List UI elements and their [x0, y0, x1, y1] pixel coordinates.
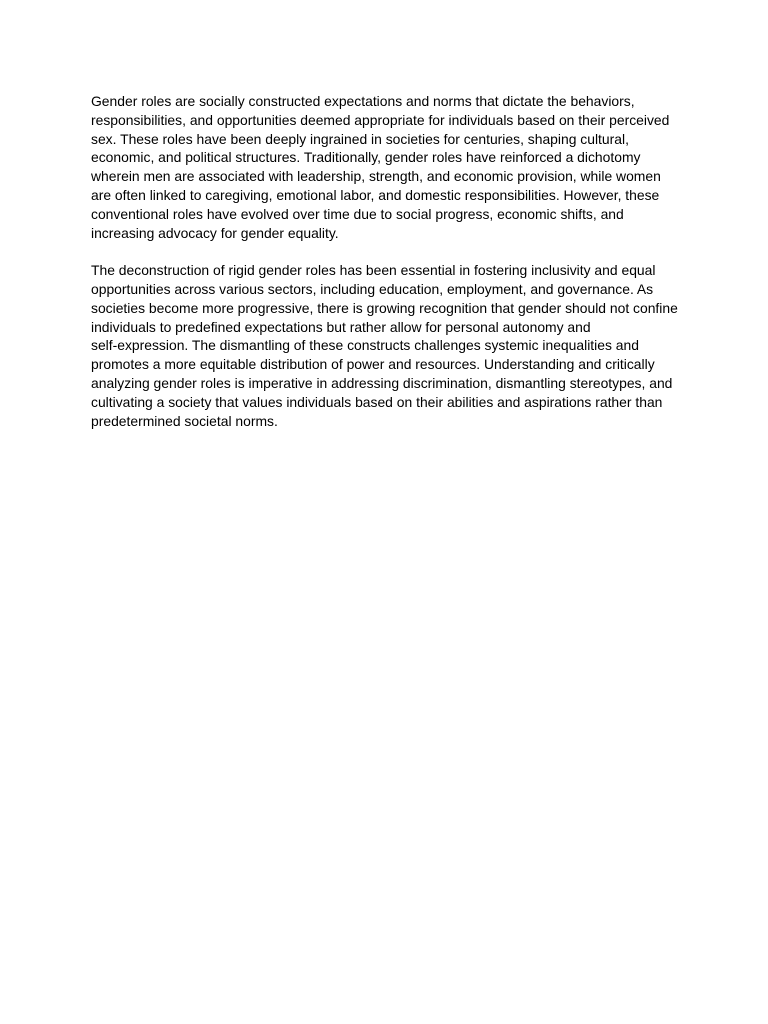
text-line: The deconstruction of rigid gender roles has been essential in fostering inclusivity and equal [91, 262, 656, 279]
text-line: cultivating a society that values individuals based on their abilities and aspirations rather than [91, 393, 663, 410]
text-line: conventional roles have evolved over time due to social progress, economic shifts, and [91, 205, 624, 222]
text-line: individuals to predefined expectations but rather allow for personal autonomy and [91, 318, 591, 335]
text-line: increasing advocacy for gender equality. [91, 224, 339, 241]
text-line: responsibilities, and opportunities deemed appropriate for individuals based on their perceived [91, 111, 670, 128]
text-line: societies become more progressive, there is growing recognition that gender should not confine [91, 299, 678, 316]
text-line: predetermined societal norms. [91, 412, 278, 429]
text-line: promotes a more equitable distribution of power and resources. Understanding and critically [91, 356, 655, 373]
text-line: Gender roles are socially constructed expectations and norms that dictate the behaviors, [91, 93, 635, 109]
text-line: self-expression. The dismantling of these constructs challenges systemic inequalities and [91, 337, 639, 354]
paragraph-1 [91, 92, 681, 242]
text-line: wherein men are associated with leadership, strength, and economic provision, while women [91, 168, 661, 185]
text-line: opportunities across various sectors, including education, employment, and governance. As [91, 280, 654, 297]
text-line: economic, and political structures. Traditionally, gender roles have reinforced a dichotomy [91, 149, 641, 166]
text-line: are often linked to caregiving, emotional labor, and domestic responsibilities. However, these [91, 186, 660, 203]
paragraph-2 [91, 261, 681, 430]
text-line: analyzing gender roles is imperative in addressing discrimination, dismantling stereotypes, and [91, 374, 673, 391]
document-body [91, 92, 681, 449]
text-line: sex. These roles have been deeply ingrained in societies for centuries, shaping cultural, [91, 130, 629, 147]
